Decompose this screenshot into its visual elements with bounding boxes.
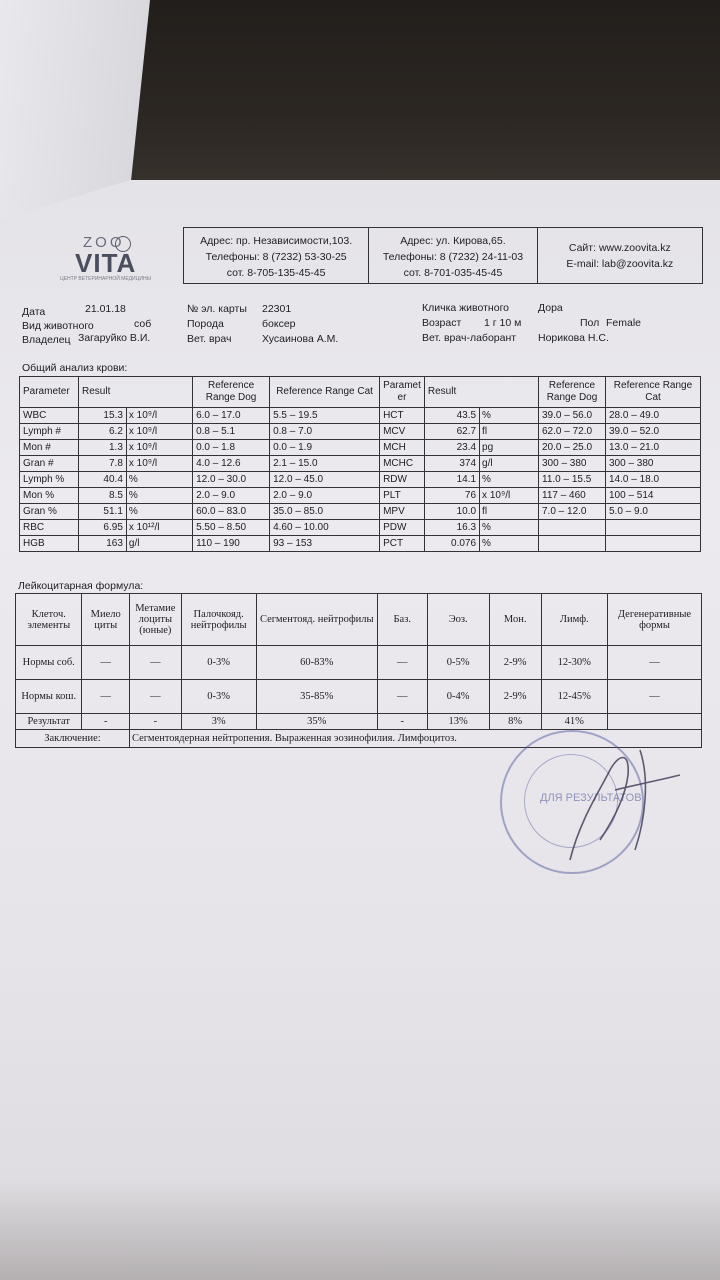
leuk-col-cells: Клеточ. элементы bbox=[16, 594, 82, 646]
leuk-cell: — bbox=[82, 646, 129, 680]
leuk-cell: — bbox=[82, 680, 129, 714]
leuk-row bbox=[16, 680, 702, 714]
col-ref-dog-2: Reference Range Dog bbox=[539, 377, 606, 408]
age-label: Возраст bbox=[422, 317, 462, 329]
card-label: № эл. карты bbox=[187, 303, 247, 315]
ref-cat: 2.0 – 9.0 bbox=[270, 488, 380, 504]
col-ref-dog: Reference Range Dog bbox=[193, 377, 270, 408]
contact-mobile: сот. 8-705-135-45-45 bbox=[226, 267, 326, 279]
leuk-row-label: Результат bbox=[16, 714, 82, 730]
blood-row bbox=[20, 504, 701, 520]
ref-cat: 12.0 – 45.0 bbox=[270, 472, 380, 488]
leuk-cell: - bbox=[129, 714, 181, 730]
owner-value: Загаруйко В.И. bbox=[78, 332, 151, 344]
parameter-name: Gran # bbox=[20, 456, 79, 472]
result-value: 7.8 bbox=[79, 456, 127, 472]
parameter-name: Mon # bbox=[20, 440, 79, 456]
unit: % bbox=[126, 488, 192, 504]
ref-dog: 60.0 – 83.0 bbox=[193, 504, 270, 520]
conclusion-label: Заключение: bbox=[16, 730, 130, 748]
sex-label: Пол bbox=[580, 317, 600, 329]
breed-value: боксер bbox=[262, 318, 296, 330]
leuk-cell: — bbox=[608, 680, 702, 714]
parameter-name: MCHC bbox=[380, 456, 425, 472]
ref-cat: 93 – 153 bbox=[270, 536, 380, 552]
ref-dog: 5.50 – 8.50 bbox=[193, 520, 270, 536]
pet-name-value: Дора bbox=[538, 302, 563, 314]
ref-cat bbox=[606, 520, 701, 536]
leuk-header-row bbox=[16, 594, 702, 646]
lab-label: Вет. врач-лаборант bbox=[422, 332, 517, 344]
result-value: 6.95 bbox=[79, 520, 127, 536]
age-value: 1 г 10 м bbox=[484, 317, 522, 329]
vet-value: Хусаинова А.М. bbox=[262, 333, 339, 345]
col-result-2: Result bbox=[424, 377, 538, 408]
blood-row bbox=[20, 424, 701, 440]
ref-cat: 5.0 – 9.0 bbox=[606, 504, 701, 520]
result-value: 163 bbox=[79, 536, 127, 552]
ref-dog: 39.0 – 56.0 bbox=[539, 408, 606, 424]
col-ref-cat-2: Reference Range Cat bbox=[606, 377, 701, 408]
pet-name-label: Кличка животного bbox=[422, 302, 510, 314]
contact-address: Адрес: ул. Кирова,65. bbox=[400, 235, 506, 247]
result-value: 62.7 bbox=[424, 424, 479, 440]
leuk-row bbox=[16, 714, 702, 730]
card-value: 22301 bbox=[262, 303, 292, 315]
logo-subtitle: ЦЕНТР ВЕТЕРИНАРНОЙ МЕДИЦИНЫ bbox=[60, 276, 151, 282]
blood-row bbox=[20, 520, 701, 536]
ref-dog: 2.0 – 9.0 bbox=[193, 488, 270, 504]
parameter-name: Lymph % bbox=[20, 472, 79, 488]
ref-cat bbox=[606, 536, 701, 552]
ref-cat: 4.60 – 10.00 bbox=[270, 520, 380, 536]
leuk-cell: 2-9% bbox=[489, 646, 541, 680]
leuk-cell: 0-3% bbox=[181, 646, 256, 680]
leuk-cell: 12-45% bbox=[541, 680, 607, 714]
ref-dog: 12.0 – 30.0 bbox=[193, 472, 270, 488]
parameter-name: MCH bbox=[380, 440, 425, 456]
leuk-col-eos: Эоз. bbox=[427, 594, 489, 646]
col-parameter-2: Paramet er bbox=[380, 377, 425, 408]
result-value: 8.5 bbox=[79, 488, 127, 504]
leuk-col-degen: Дегенеративные формы bbox=[608, 594, 702, 646]
parameter-name: RBC bbox=[20, 520, 79, 536]
ref-dog: 300 – 380 bbox=[539, 456, 606, 472]
parameter-name: RDW bbox=[380, 472, 425, 488]
unit: % bbox=[480, 520, 539, 536]
zoovita-logo bbox=[55, 234, 160, 283]
leuk-cell: 35% bbox=[256, 714, 377, 730]
blood-row bbox=[20, 408, 701, 424]
leuk-cell: 41% bbox=[541, 714, 607, 730]
blood-row bbox=[20, 536, 701, 552]
leuk-col-myelo: Миело циты bbox=[82, 594, 129, 646]
unit: x 10⁹/l bbox=[480, 488, 539, 504]
parameter-name: Lymph # bbox=[20, 424, 79, 440]
col-parameter: Parameter bbox=[20, 377, 79, 408]
leuk-section-title: Лейкоцитарная формула: bbox=[18, 580, 144, 592]
ref-cat: 13.0 – 21.0 bbox=[606, 440, 701, 456]
leuk-cell: 3% bbox=[181, 714, 256, 730]
contact-header bbox=[183, 227, 703, 284]
leukocyte-formula-table bbox=[15, 593, 702, 748]
ref-cat: 300 – 380 bbox=[606, 456, 701, 472]
result-value: 76 bbox=[424, 488, 479, 504]
result-value: 43.5 bbox=[424, 408, 479, 424]
parameter-name: Mon % bbox=[20, 488, 79, 504]
contact-cell-2 bbox=[369, 228, 537, 283]
parameter-name: MPV bbox=[380, 504, 425, 520]
leuk-col-lymph: Лимф. bbox=[541, 594, 607, 646]
leuk-cell: 0-4% bbox=[427, 680, 489, 714]
unit: fl bbox=[480, 424, 539, 440]
leuk-col-bas: Баз. bbox=[377, 594, 427, 646]
blood-row bbox=[20, 440, 701, 456]
animal-type-label: Вид животного bbox=[22, 320, 94, 332]
contact-website: Сайт: www.zoovita.kz bbox=[568, 242, 671, 254]
parameter-name: PLT bbox=[380, 488, 425, 504]
unit: x 10⁹/l bbox=[126, 440, 192, 456]
ref-dog: 4.0 – 12.6 bbox=[193, 456, 270, 472]
vet-label: Вет. врач bbox=[187, 333, 232, 345]
date-label: Дата bbox=[22, 306, 46, 318]
unit: g/l bbox=[480, 456, 539, 472]
ref-dog: 62.0 – 72.0 bbox=[539, 424, 606, 440]
ref-cat: 35.0 – 85.0 bbox=[270, 504, 380, 520]
leuk-cell bbox=[608, 714, 702, 730]
leuk-col-segment: Сегментояд. нейтрофилы bbox=[256, 594, 377, 646]
leuk-cell: — bbox=[129, 646, 181, 680]
contact-cell-1 bbox=[184, 228, 369, 283]
unit: % bbox=[126, 504, 192, 520]
date-value: 21.01.18 bbox=[85, 303, 126, 315]
unit: x 10⁹/l bbox=[126, 408, 192, 424]
blood-row bbox=[20, 472, 701, 488]
leuk-cell: — bbox=[377, 680, 427, 714]
leuk-cell: 13% bbox=[427, 714, 489, 730]
ref-dog bbox=[539, 520, 606, 536]
blood-row bbox=[20, 456, 701, 472]
leuk-col-mon: Мон. bbox=[489, 594, 541, 646]
ref-dog: 0.0 – 1.8 bbox=[193, 440, 270, 456]
parameter-name: PCT bbox=[380, 536, 425, 552]
contact-mobile: сот. 8-701-035-45-45 bbox=[403, 267, 503, 279]
blood-section-title: Общий анализ крови: bbox=[22, 362, 128, 374]
unit: % bbox=[480, 472, 539, 488]
logo-vita-text: VITA bbox=[75, 248, 137, 278]
contact-phone: Телефоны: 8 (7232) 53-30-25 bbox=[205, 251, 347, 263]
result-value: 23.4 bbox=[424, 440, 479, 456]
sex-value: Female bbox=[606, 317, 642, 329]
logo-zoo-text: ZOO bbox=[83, 234, 125, 251]
animal-type-value: соб bbox=[134, 318, 152, 330]
unit: x 10⁹/l bbox=[126, 424, 192, 440]
result-value: 15.3 bbox=[79, 408, 127, 424]
ref-cat: 39.0 – 52.0 bbox=[606, 424, 701, 440]
ref-cat: 2.1 – 15.0 bbox=[270, 456, 380, 472]
unit: % bbox=[480, 536, 539, 552]
result-value: 1.3 bbox=[79, 440, 127, 456]
ref-cat: 0.8 – 7.0 bbox=[270, 424, 380, 440]
leuk-cell: — bbox=[129, 680, 181, 714]
parameter-name: HCT bbox=[380, 408, 425, 424]
ref-cat: 28.0 – 49.0 bbox=[606, 408, 701, 424]
blood-analysis-table bbox=[19, 376, 701, 552]
blood-header-row bbox=[20, 377, 701, 408]
unit: g/l bbox=[126, 536, 192, 552]
leuk-cell: 8% bbox=[489, 714, 541, 730]
ref-dog: 110 – 190 bbox=[193, 536, 270, 552]
unit: x 10⁹/l bbox=[126, 456, 192, 472]
result-value: 0.076 bbox=[424, 536, 479, 552]
ref-dog: 0.8 – 5.1 bbox=[193, 424, 270, 440]
ref-dog: 20.0 – 25.0 bbox=[539, 440, 606, 456]
leuk-row-label: Нормы кош. bbox=[16, 680, 82, 714]
parameter-name: MCV bbox=[380, 424, 425, 440]
contact-email: E-mail: lab@zoovita.kz bbox=[566, 258, 674, 270]
result-value: 51.1 bbox=[79, 504, 127, 520]
lab-value: Норикова Н.С. bbox=[538, 332, 609, 344]
leuk-row-label: Нормы соб. bbox=[16, 646, 82, 680]
leuk-cell: — bbox=[608, 646, 702, 680]
leuk-cell: - bbox=[377, 714, 427, 730]
col-ref-cat: Reference Range Cat bbox=[270, 377, 380, 408]
ref-cat: 14.0 – 18.0 bbox=[606, 472, 701, 488]
signature bbox=[540, 730, 690, 880]
unit: x 10¹²/l bbox=[126, 520, 192, 536]
unit: fl bbox=[480, 504, 539, 520]
result-value: 10.0 bbox=[424, 504, 479, 520]
parameter-name: Gran % bbox=[20, 504, 79, 520]
ref-dog: 6.0 – 17.0 bbox=[193, 408, 270, 424]
leuk-cell: - bbox=[82, 714, 129, 730]
stamp-text: ДЛЯ РЕЗУЛЬТАТОВ bbox=[540, 792, 642, 804]
parameter-name: WBC bbox=[20, 408, 79, 424]
result-value: 16.3 bbox=[424, 520, 479, 536]
breed-label: Порода bbox=[187, 318, 224, 330]
owner-label: Владелец bbox=[22, 334, 71, 346]
leuk-cell: 60-83% bbox=[256, 646, 377, 680]
leuk-row bbox=[16, 646, 702, 680]
result-value: 6.2 bbox=[79, 424, 127, 440]
page-shadow bbox=[0, 1180, 720, 1280]
leuk-col-band: Палочкояд. нейтрофилы bbox=[181, 594, 256, 646]
col-result: Result bbox=[79, 377, 193, 408]
leuk-col-metamyelo: Метамие лоциты (юные) bbox=[129, 594, 181, 646]
conclusion-text: Сегментоядерная нейтропения. Выраженная эозинофилия. Лимфоцитоз. bbox=[129, 730, 701, 748]
leuk-cell: — bbox=[377, 646, 427, 680]
ref-cat: 100 – 514 bbox=[606, 488, 701, 504]
ref-dog: 11.0 – 15.5 bbox=[539, 472, 606, 488]
parameter-name: PDW bbox=[380, 520, 425, 536]
contact-cell-3 bbox=[538, 228, 702, 283]
leuk-cell: 2-9% bbox=[489, 680, 541, 714]
unit: % bbox=[126, 472, 192, 488]
contact-address: Адрес: пр. Независимости,103. bbox=[200, 235, 353, 247]
leuk-cell: 35-85% bbox=[256, 680, 377, 714]
result-value: 14.1 bbox=[424, 472, 479, 488]
ref-dog: 117 – 460 bbox=[539, 488, 606, 504]
result-value: 374 bbox=[424, 456, 479, 472]
result-value: 40.4 bbox=[79, 472, 127, 488]
contact-phone: Телефоны: 8 (7232) 24-11-03 bbox=[382, 251, 524, 263]
ref-dog: 7.0 – 12.0 bbox=[539, 504, 606, 520]
parameter-name: HGB bbox=[20, 536, 79, 552]
ref-dog bbox=[539, 536, 606, 552]
leuk-cell: 0-5% bbox=[427, 646, 489, 680]
leuk-cell: 0-3% bbox=[181, 680, 256, 714]
unit: % bbox=[480, 408, 539, 424]
leuk-cell: 12-30% bbox=[541, 646, 607, 680]
unit: pg bbox=[480, 440, 539, 456]
blood-row bbox=[20, 488, 701, 504]
ref-cat: 0.0 – 1.9 bbox=[270, 440, 380, 456]
ref-cat: 5.5 – 19.5 bbox=[270, 408, 380, 424]
